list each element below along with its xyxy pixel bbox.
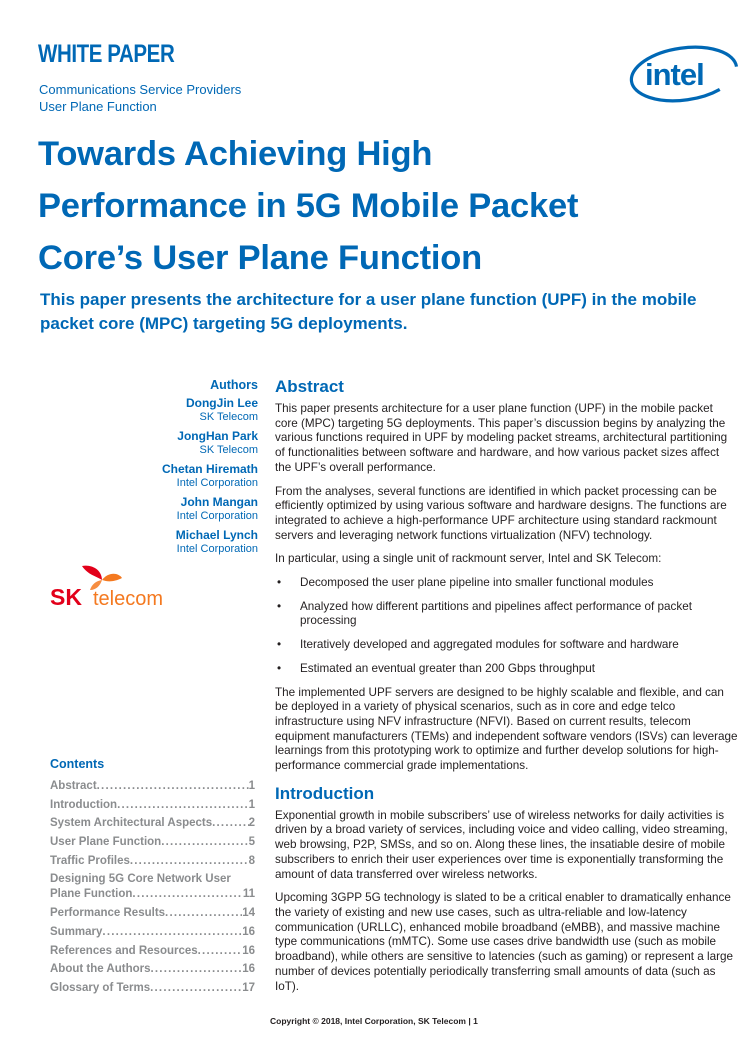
sk-butterfly-icon: [82, 566, 122, 590]
author-affiliation: Intel Corporation: [176, 510, 258, 522]
toc-item-designing-5g-core[interactable]: Designing 5G Core Network User Plane Function ..... 11: [50, 872, 255, 902]
toc-item-glossary[interactable]: Glossary of Terms ..... 17: [50, 981, 255, 996]
title-line: Performance in 5G Mobile Packet: [38, 187, 579, 225]
title-line: Towards Achieving High: [38, 135, 433, 173]
abstract-paragraph: This paper presents architecture for a user plane function (UPF) in the mobile packet core (MPC) targeting 5G deployments. This paper’s discussion begins by analyzing the various functions required in UPF by modeling packet streams, architectural partitioning of functionalities between software and hardware, and how various packet sizes affect the UPF’s overall performance.: [275, 402, 728, 474]
document-type-label: WHITE PAPER: [38, 40, 175, 68]
introduction-paragraph: Upcoming 3GPP 5G technology is slated to be a critical enabler to dramatically enhance the variety of existing and new use cases, such as ultra-reliable and low-latency communication (URLLC), enhanced mobile broadband (eMBB), and massive machine type communications (mMTC). Some use cases drive bandwidth use (such as mobile broadband), while others are sensitive to latencies (such as gaming) or represent a large number of devices potentially periodically transferring small amounts of data (such as IoT).: [275, 891, 734, 993]
toc-item-summary[interactable]: Summary ..... 16: [50, 925, 255, 940]
toc-item-abstract[interactable]: Abstract ..... 1: [50, 779, 255, 794]
author-name: Chetan Hiremath: [161, 462, 258, 476]
introduction-paragraph: Exponential growth in mobile subscribers’ use of wireless networks for daily activities is driven by a broad variety of services, including voice and video calling, video streaming, web browsing, P2P, SMSs, and so on. Along these lines, the insatiable desire of mobile subscribers to enrich their user experiences over time is exponentially transforming the amount of data transferred over wireless networks.: [275, 808, 728, 881]
contents-heading: Contents: [50, 757, 105, 771]
sk-logo-telecom: telecom: [93, 588, 164, 610]
page-footer: Copyright © 2018, Intel Corporation, SK Telecom | 1: [270, 1016, 478, 1026]
abstract-paragraph: From the analyses, several functions are identified in which packet processing can be efficiently optimized by using various software and hardware designs. The functions are integrated to achieve a high-performance UPF architecture using standard rackmount servers and leveraging network functions virtualization (NFV) technology.: [275, 484, 727, 542]
author-name: Michael Lynch: [175, 528, 258, 542]
toc-item-system-architectural-aspects[interactable]: System Architectural Aspects ..... 2: [50, 816, 255, 831]
list-item: • Estimated an eventual greater than 200 Gbps throughput: [275, 662, 738, 677]
author-affiliation: Intel Corporation: [176, 477, 258, 489]
toc-item-user-plane-function[interactable]: User Plane Function ..... 5: [50, 835, 255, 850]
sk-telecom-logo: [48, 562, 178, 612]
abstract-paragraph: In particular, using a single unit of rackmount server, Intel and SK Telecom:: [275, 552, 662, 566]
list-item: • Decomposed the user plane pipeline into smaller functional modules: [275, 576, 738, 591]
list-item: • Analyzed how different partitions and pipelines affect performance of packet processing: [275, 600, 738, 629]
intel-logo-text: intel: [645, 57, 704, 92]
abstract-heading: Abstract: [275, 377, 344, 396]
category-label: Communications Service Providers: [39, 82, 242, 97]
title-line: Core’s User Plane Function: [38, 239, 483, 277]
main-column: [275, 377, 738, 1003]
abstract-paragraph: The implemented UPF servers are designed to be highly scalable and flexible, and can be deployed in a variety of physical scenarios, such as in core and edge telco infrastructure using NFV infrastructure (NFVI). Based on current results, telecom equipment manufacturers (TEMs) and independent software vendors (ISVs) can leverage learnings from this prototyping work to optimize and further develop solutions for high-performance commercial grade implementations.: [275, 685, 738, 773]
sk-logo-sk: SK: [50, 584, 82, 610]
authors-list: [120, 378, 258, 561]
toc-item-performance-results[interactable]: Performance Results ..... 14: [50, 906, 255, 921]
list-item: • Iteratively developed and aggregated modules for software and hardware: [275, 638, 738, 653]
toc-item-references[interactable]: References and Resources ..... 16: [50, 944, 255, 959]
page-subtitle: This paper presents the architecture for a user plane function (UPF) in the mobile packet core (MPC) targeting 5G deployments.: [40, 290, 697, 333]
author-name: DongJin Lee: [185, 396, 258, 410]
author-affiliation: SK Telecom: [199, 444, 258, 456]
page-title: [38, 128, 718, 284]
toc-item-introduction[interactable]: Introduction ..... 1: [50, 798, 255, 813]
author-name: JongHan Park: [177, 429, 258, 443]
abstract-bullet-list: [275, 576, 738, 677]
author-affiliation: Intel Corporation: [176, 543, 258, 555]
toc-item-about-authors[interactable]: About the Authors ..... 16: [50, 962, 255, 977]
intel-logo: [628, 40, 740, 104]
authors-heading: Authors: [210, 378, 258, 392]
table-of-contents: [50, 757, 255, 1000]
toc-item-traffic-profiles[interactable]: Traffic Profiles ..... 8: [50, 854, 255, 869]
author-affiliation: SK Telecom: [199, 411, 258, 423]
introduction-heading: Introduction: [275, 783, 375, 803]
subcategory-label: User Plane Function: [39, 99, 157, 114]
author-name: John Mangan: [180, 495, 258, 509]
